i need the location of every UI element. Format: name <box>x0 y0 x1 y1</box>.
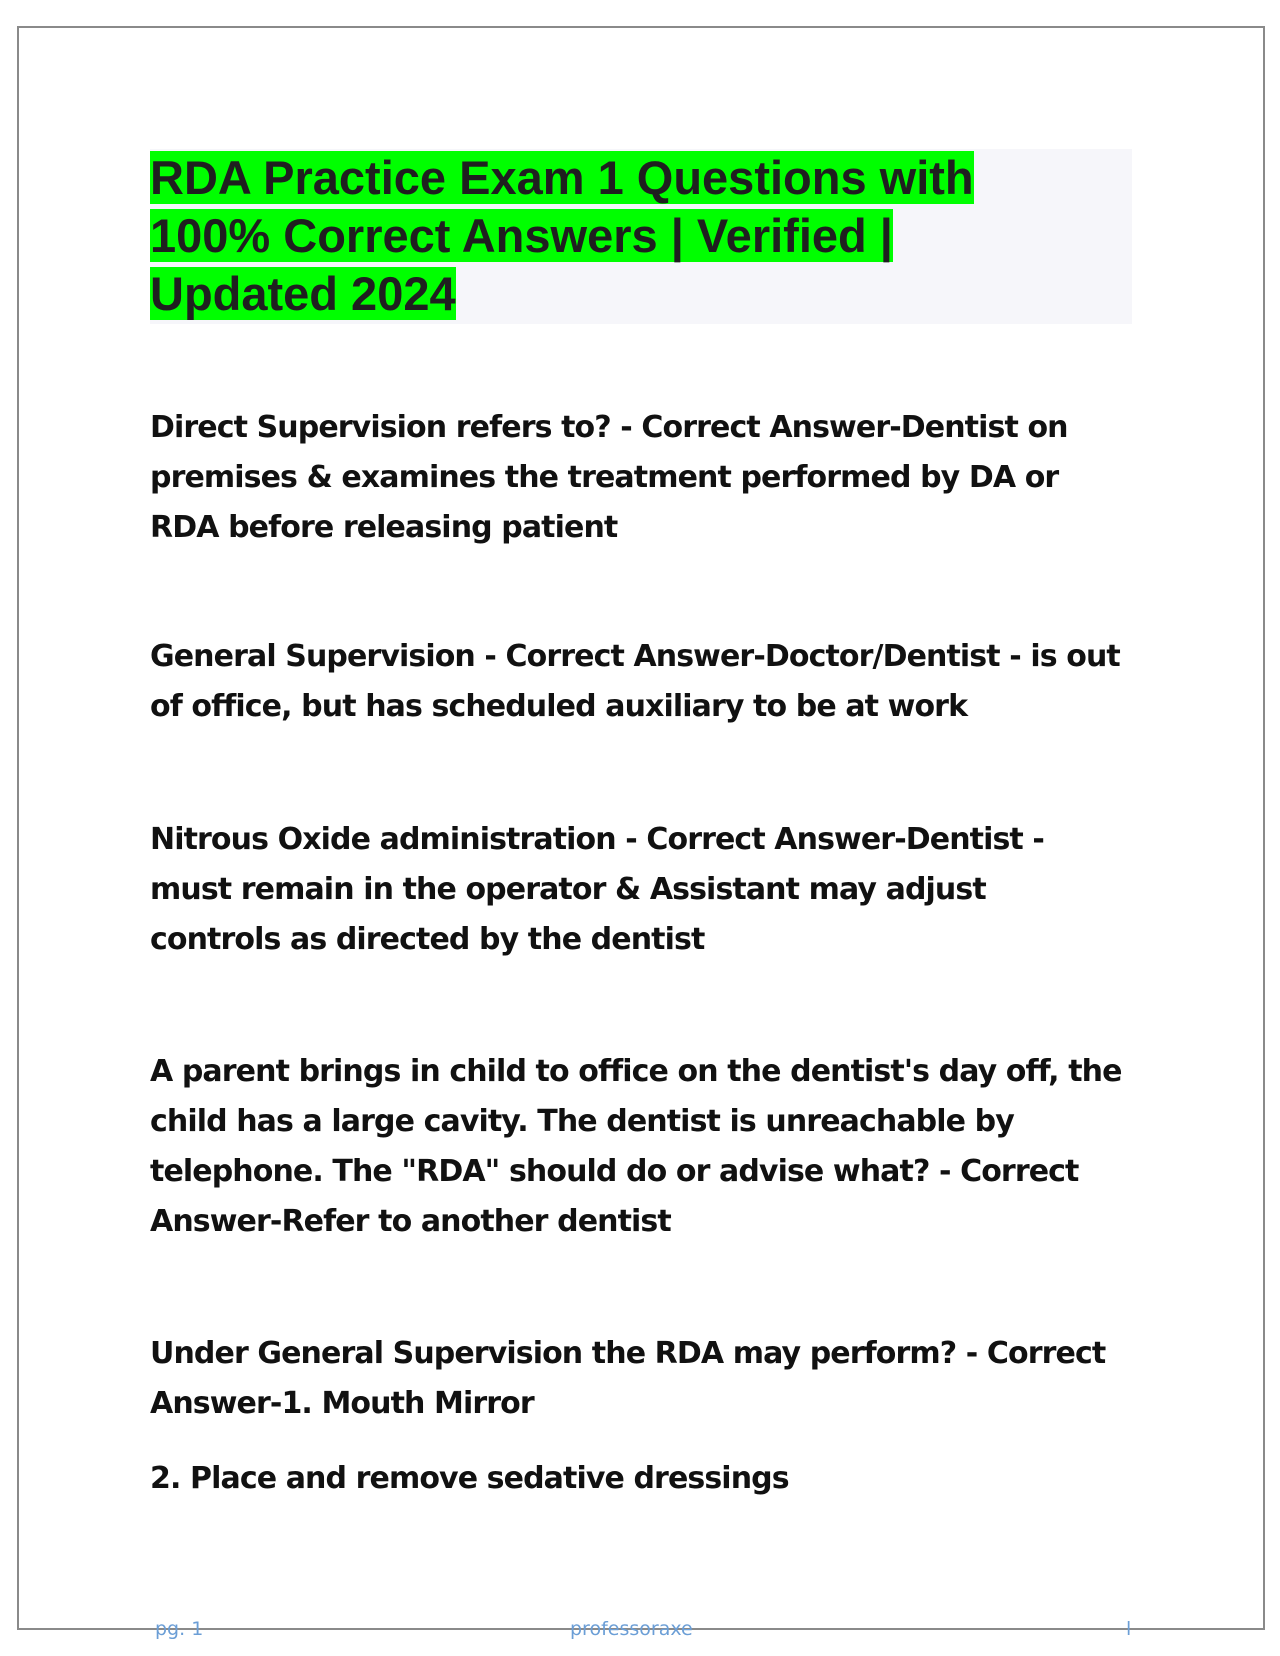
title-highlight: RDA Practice Exam 1 Questions with 100% Correct Answers | Verified | Updated 2024 <box>150 151 974 320</box>
qa-item-general-supervision: General Supervision - Correct Answer-Doctor/Dentist - is out of office, but has scheduled auxiliary to be at work <box>150 639 1120 724</box>
qa-item-rda-general-supervision: Under General Supervision the RDA may perform? - Correct Answer-1. Mouth Mirror <box>150 1336 1106 1421</box>
footer-right-mark: l <box>1126 1618 1132 1640</box>
qa-item-sedative-dressings: 2. Place and remove sedative dressings <box>150 1461 789 1496</box>
footer-page-number: pg. 1 <box>155 1618 204 1640</box>
footer-author: professoraxe <box>570 1618 693 1640</box>
qa-item-direct-supervision: Direct Supervision refers to? - Correct Answer-Dentist on premises & examines the treatment performed by DA or RDA before releasing patient <box>150 410 1068 545</box>
document-title <box>150 149 1050 323</box>
qa-item-parent-child-scenario: A parent brings in child to office on the dentist's day off, the child has a large cavity. The dentist is unreachable by telephone. The "RDA" should do or advise what? - Correct Answer-Refer to another dentist <box>150 1054 1122 1239</box>
qa-item-nitrous-oxide: Nitrous Oxide administration - Correct Answer-Dentist - must remain in the operator & Assistant may adjust controls as directed by the dentist <box>150 822 1044 957</box>
